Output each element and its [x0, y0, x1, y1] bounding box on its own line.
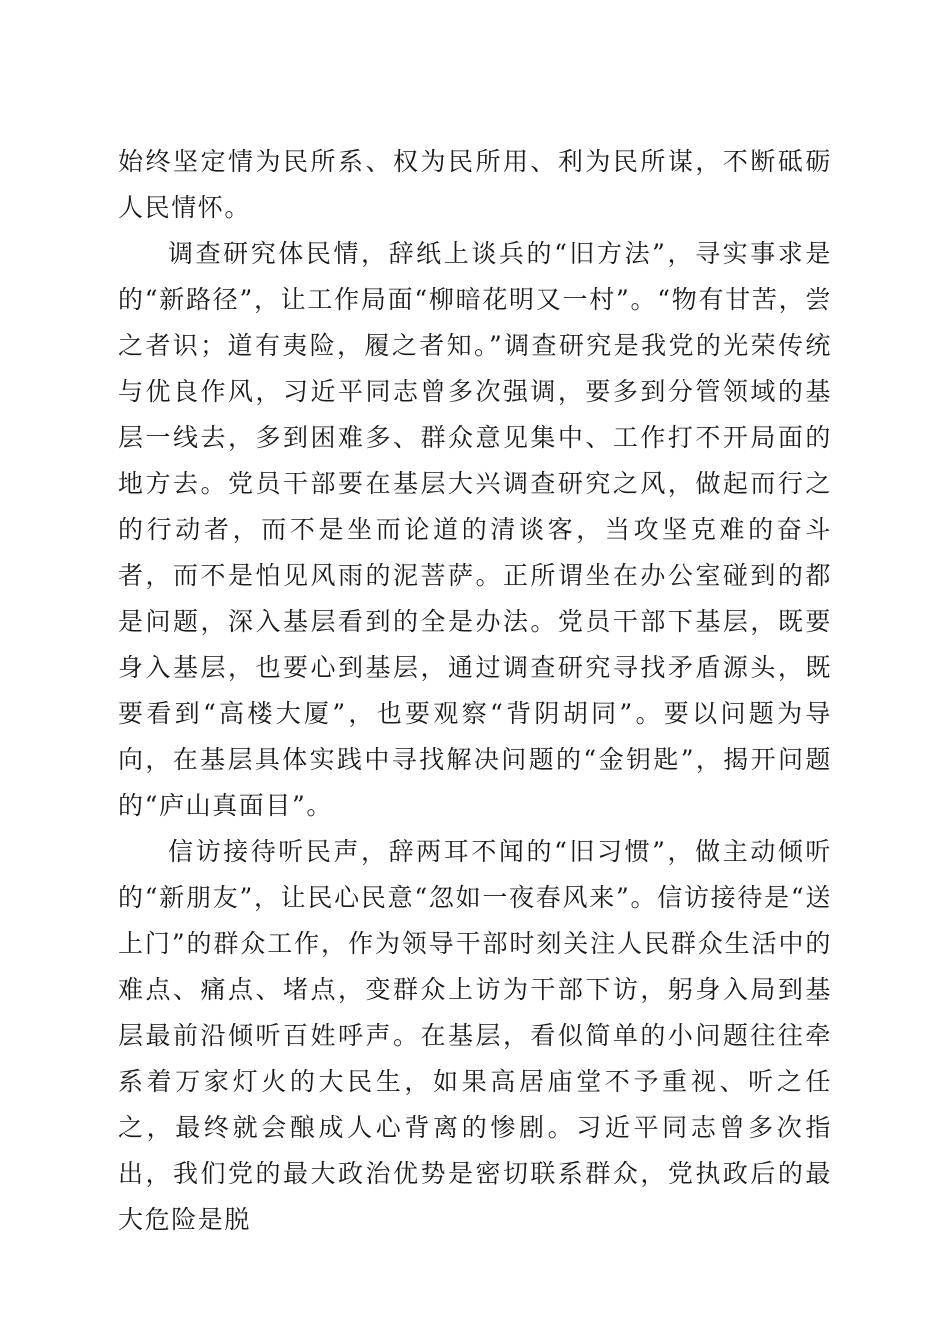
body-text [118, 139, 832, 1243]
paragraph-research: 调查研究体民情，辞纸上谈兵的“旧方法”，寻实事求是的“新路径”，让工作局面“柳暗花明又一村”。“物有甘苦，尝之者识；道有夷险，履之者知。”调查研究是我党的光荣传统与优良作风，习近平同志曾多次强调，要多到分管领域的基层一线去，多到困难多、群众意见集中、工作打不开局面的地方去。党员干部要在基层大兴调查研究之风，做起而行之的行动者，而不是坐而论道的清谈客，当攻坚克难的奋斗者，而不是怕见风雨的泥菩萨。正所谓坐在办公室碰到的都是问题，深入基层看到的全是办法。党员干部下基层，既要身入基层，也要心到基层，通过调查研究寻找矛盾源头，既要看到“高楼大厦”，也要观察“背阴胡同”。要以问题为导向，在基层具体实践中寻找解决问题的“金钥匙”，揭开问题的“庐山真面目”。 [118, 239, 832, 820]
paragraph-continued: 始终坚定情为民所系、权为民所用、利为民所谋，不断砥砺人民情怀。 [118, 147, 832, 222]
paragraph-petition: 信访接待听民声，辞两耳不闻的“旧习惯”，做主动倾听的“新朋友”，让民心民意“忽如一夜春风来”。信访接待是“送上门”的群众工作，作为领导干部时刻关注人民群众生活中的难点、痛点、堵点，变群众上访为干部下访，躬身入局到基层最前沿倾听百姓呼声。在基层，看似简单的小问题往往牵系着万家灯火的大民生，如果高居庙堂不予重视、听之任之，最终就会酿成人心背离的惨剧。习近平同志曾多次指出，我们党的最大政治优势是密切联系群众，党执政后的最大危险是脱 [118, 837, 832, 1234]
